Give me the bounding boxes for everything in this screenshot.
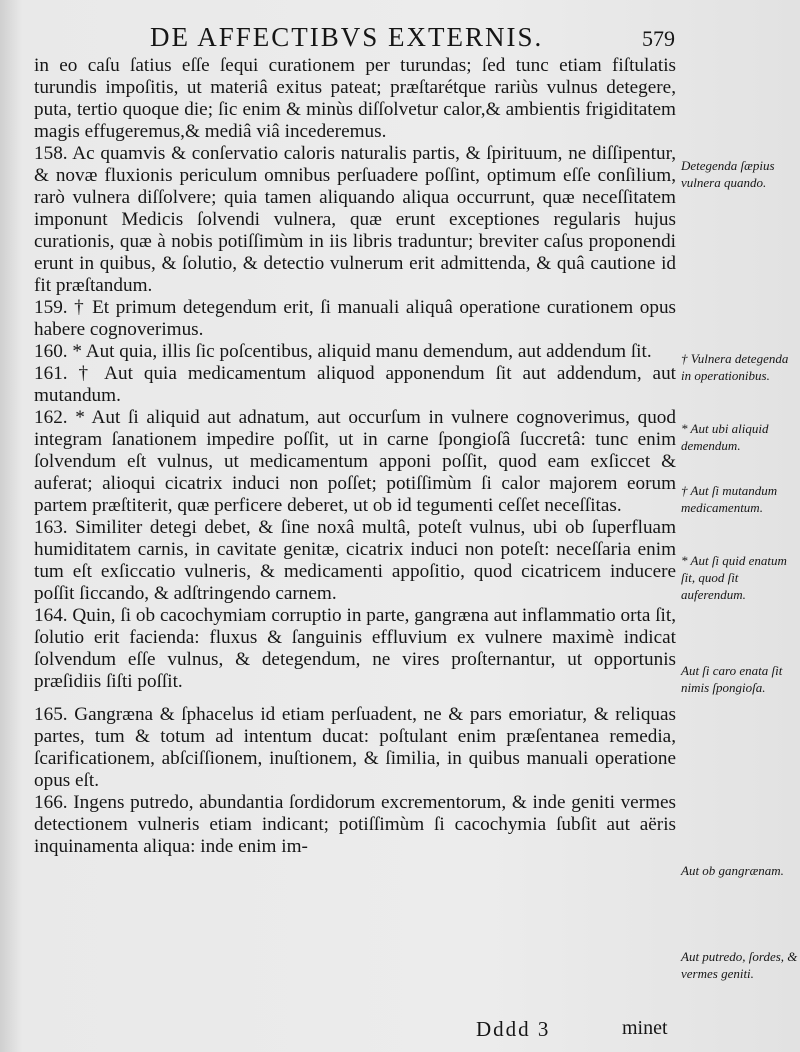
margin-note: Aut ſi caro enata ſit nimis ſpongioſa. — [681, 663, 783, 695]
margin-note: † Aut ſi mutandum medicamentum. — [681, 483, 778, 515]
margin-note: * Aut ſi quid enatum ſit, quod ſit auferendum. — [681, 553, 787, 602]
paragraph-159: 159. † Et primum detegendum erit, ſi manuali aliquâ operatione curationem opus habere cognoverimus. — [34, 297, 676, 340]
catchword: minet — [622, 1017, 668, 1039]
paragraph-165: 165. Gangræna & ſphacelus id etiam perſuadent, ne & pars emoriatur, & reliquas partes, tum & totum ad intentum ducat: poſtulant enim præſentanea remedia, ſcarificationem, abſciſſionem, inuſtionem, & ſimilia, in quibus manuali operatione opus eſt. — [34, 704, 676, 791]
page-header — [0, 20, 800, 54]
margin-note: Aut putredo, ſordes, & vermes geniti. — [681, 949, 798, 981]
signature-mark: Dddd 3 — [476, 1017, 551, 1041]
margin-note: Detegenda ſæpius vulnera quando. — [681, 158, 775, 190]
paragraph-158: 158. Ac quamvis & conſervatio caloris naturalis partis, & ſpirituum, ne diſſipentur, & novæ fluxionis periculum omnibus perſuadere poſſint, optimum eſſe conſilium, rarò vulnera diſſolvere; quia tamen aliquando aliqua occurrunt, quæ neceſſitatem imponunt Medicis ſolvendi vulnera, quæ erunt exceptiones regularis hujus curationis, quæ à nobis potiſſimùm in iis libris traduntur; breviter caſus proponendi erunt in quibus, & ſolutio, & detectio vulnerum erit admittenda, & quâ cautione id fit præſtandum. — [34, 143, 676, 296]
margin-note: Aut ob gangrænam. — [681, 863, 784, 878]
page-footer — [0, 1015, 800, 1045]
paragraph-160: 160. * Aut quia, illis ſic poſcentibus, aliquid manu demendum, aut addendum ſit. — [34, 341, 652, 362]
margin-note: * Aut ubi aliquid demendum. — [681, 421, 769, 453]
paragraph-157-continued: in eo caſu ſatius eſſe ſequi curationem per turundas; ſed tunc etiam fiſtulatis turundis impoſitis, ut materiâ exitus pateat; præſtarétque rariùs vulnus detegere, puta, tertio quoque die; ſic enim & minùs diſſolvetur calor,& ambientis frigiditatem magis effugeremus,& mediâ viâ incederemus. — [34, 55, 676, 142]
margin-note: † Vulnera detegenda in operationibus. — [681, 351, 789, 383]
page-number: 579 — [642, 26, 675, 51]
paragraph-162: 162. * Aut ſi aliquid aut adnatum, aut occurſum in vulnere cognoverimus, quod integram ſanationem impedire poſſit, ut in carne ſpongioſâ ſuccretâ: tunc enim ſolvendum eſt vulnus, ut medicamentum apponi poſſit, quod eam exſiccet & auferat; alioqui cicatrix induci non poſſet; potiſſimùm ſi calor majorem eorum partem præſtiterit, quæ perficere deberet, ut ob id tegumenti ceſſet neceſſitas. — [34, 407, 676, 516]
paragraph-166: 166. Ingens putredo, abundantia ſordidorum excrementorum, & inde geniti vermes detectionem vulneris etiam indicant; potiſſimùm ſi cacochymia ſubſit aut aëris inquinamenta aliqua: inde enim im- — [34, 792, 676, 857]
paragraph-164: 164. Quin, ſi ob cacochymiam corruptio in parte, gangræna aut inflammatio orta ſit, ſolutio erit facienda: fluxus & ſanguinis effluvium ex vulnere maximè indicat ſolvendum eſſe vulnus, & detegendum, ne vires proſternantur, ut opportunis præſidiis ſiſti poſſit. — [34, 605, 676, 692]
paragraph-161: 161. † Aut quia medicamentum aliquod apponendum ſit aut addendum, aut mutandum. — [34, 363, 676, 406]
paragraph-163: 163. Similiter detegi debet, & ſine noxâ multâ, poteſt vulnus, ubi ob ſuperfluam humiditatem carnis, in cavitate genitæ, cicatrix induci non poteſt: neceſſaria enim tum eſt exſiccatio vulneris, & medicamenti appoſitio, quod cicatricem inducere poſſit ſiccando, & adſtringendo carnem. — [34, 517, 676, 604]
main-text-column — [34, 55, 676, 858]
running-title: DE AFFECTIBVS EXTERNIS. — [150, 22, 544, 52]
